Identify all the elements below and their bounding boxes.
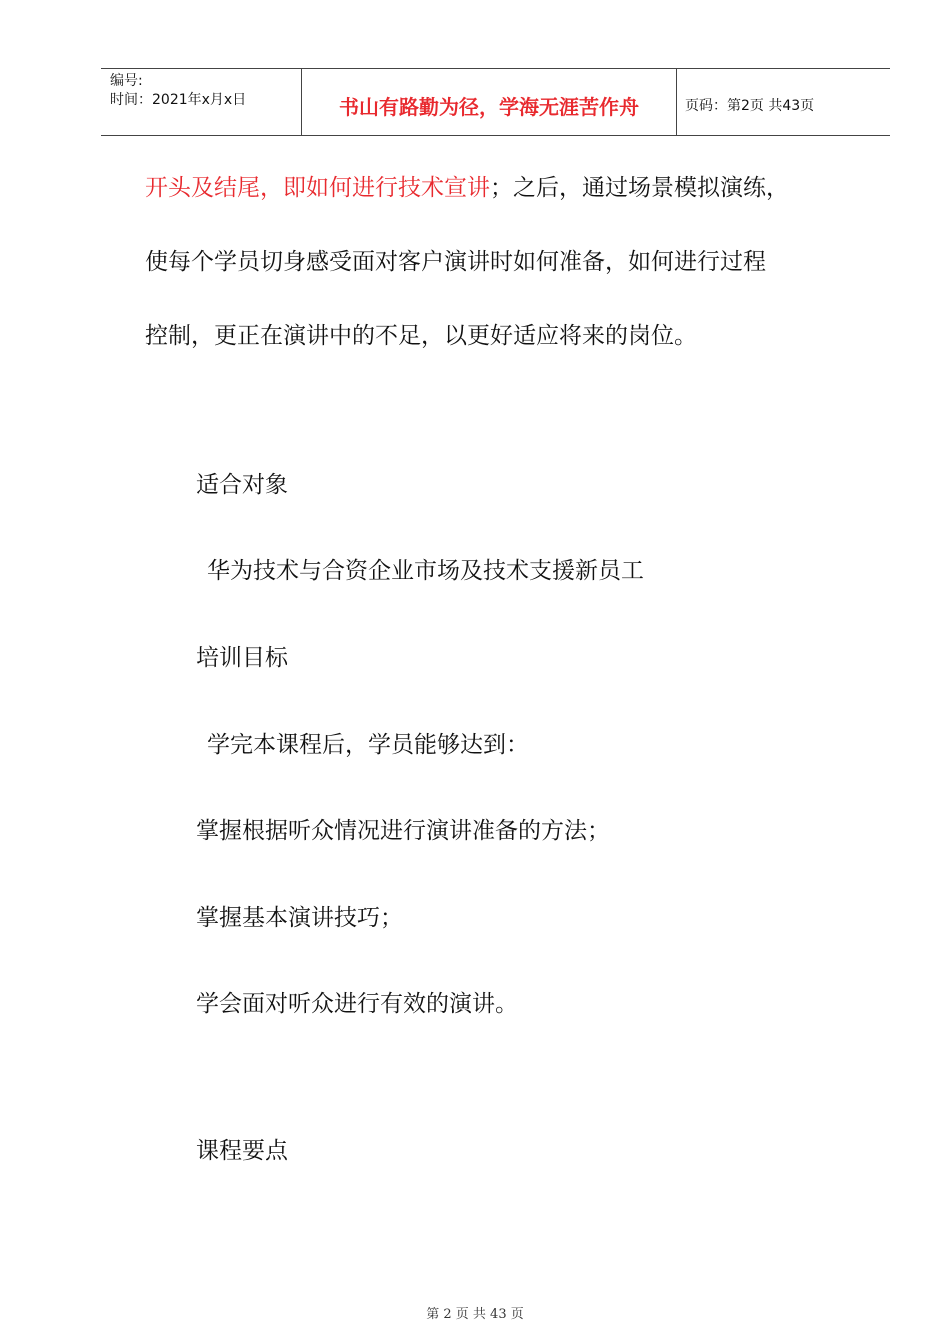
goals-intro: 学完本课程后，学员能够达到： — [207, 732, 529, 758]
page-header — [101, 68, 890, 136]
goal-item-1: 掌握根据听众情况进行演讲准备的方法； — [196, 818, 610, 844]
goal-item-2: 掌握基本演讲技巧； — [196, 905, 403, 931]
page-footer: 第 2 页 共 43 页 — [426, 1307, 524, 1322]
audience-text: 华为技术与合资企业市场及技术支援新员工 — [207, 558, 644, 584]
paragraph-line-2: 使每个学员切身感受面对客户演讲时如何准备，如何进行过程 — [145, 249, 766, 275]
header-page-cell — [677, 69, 890, 135]
highlighted-text: 开头及结尾，即如何进行技术宣讲 — [145, 175, 490, 201]
time-label: 时间：2021年x月x日 — [110, 92, 247, 108]
line-1-rest: ；之后，通过场景模拟演练， — [490, 175, 789, 201]
heading-goals: 培训目标 — [196, 645, 288, 671]
header-motto: 书山有路勤为径，学海无涯苦作舟 — [339, 95, 639, 119]
header-page-info: 页码：第2页 共43页 — [685, 98, 815, 114]
header-motto-cell — [302, 69, 677, 135]
heading-course-points: 课程要点 — [196, 1138, 288, 1164]
goal-item-3: 学会面对听众进行有效的演讲。 — [196, 991, 518, 1017]
paragraph-line-3: 控制，更正在演讲中的不足，以更好适应将来的岗位。 — [145, 323, 697, 349]
header-meta-cell — [101, 69, 302, 135]
paragraph-line-1 — [145, 173, 789, 203]
number-label: 编号: — [110, 73, 143, 89]
heading-audience: 适合对象 — [196, 472, 288, 498]
